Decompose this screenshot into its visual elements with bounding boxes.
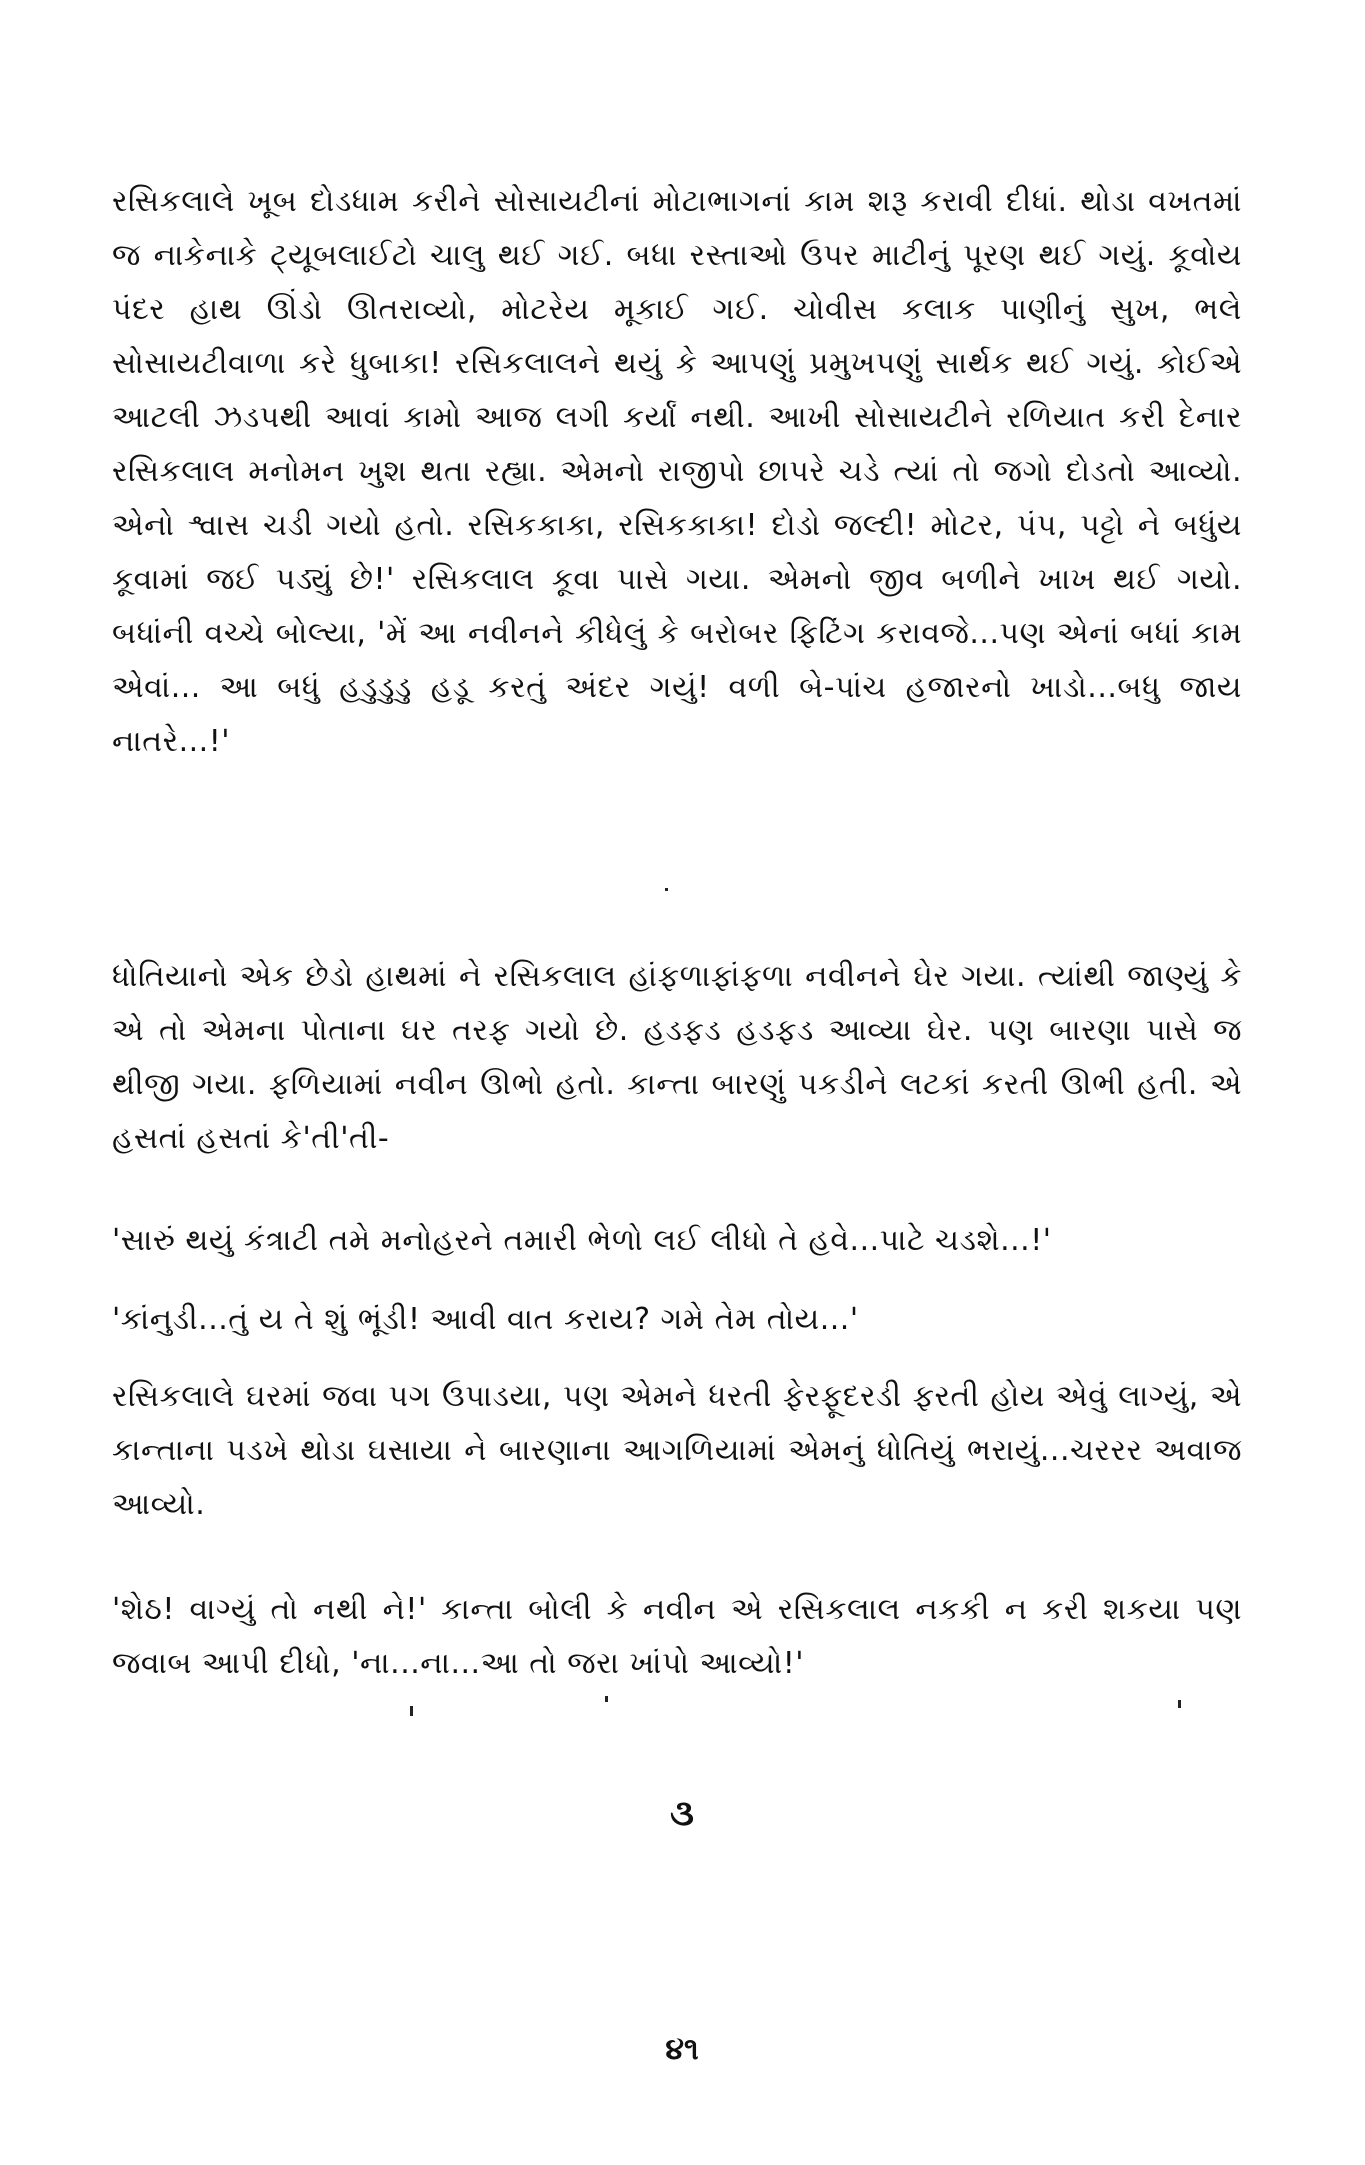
paragraph-text: રસિકલાલે ખૂબ દોડધામ કરીને સોસાયટીનાં મોટાભાગનાં કામ શરૂ કરાવી દીધાં. થોડા વખતમાં જ નાકેનાકે ટ્યૂબલાઈટો ચાલુ થઈ ગઈ. બધા રસ્તાઓ ઉપર માટીનું પૂરણ થઈ ગયું. કૂવોય પંદર હાથ ઊંડો ઊતરાવ્યો, મોટરેય મૂકાઈ ગઈ. ચોવીસ કલાક પાણીનું સુખ, ભલે સોસાયટીવાળા કરે ધુબાકા! રસિકલાલને થયું કે આપણું પ્રમુખપણું સાર્થક થઈ ગયું. કોઈએ આટલી ઝડપથી આવાં કામો આજ લગી કર્યાં નથી. આખી સોસાયટીને રળિયાત કરી દેનાર રસિકલાલ મનોમન ખુશ થતા રહ્યા. એમનો રાજીપો છાપરે ચડે ત્યાં તો જગો દોડતો આવ્યો. એનો શ્વાસ ચડી ગયો હતો. રસિકકાકા, રસિકકાકા! દોડો જલ્દી! મોટર, પંપ, પટ્ટો ને બધુંય કૂવામાં જઈ પડ્યું છે!' રસિકલાલ કૂવા પાસે ગયા. એમનો જીવ બળીને ખાખ થઈ ગયો. બધાંની વચ્ચે બોલ્યા, 'મેં આ નવીનને કીધેલું કે બરોબર ફિટિંગ કરાવજે...પણ એનાં બધાં કામ એવાં... આ બધું હડુડુડુ હડૂ કરતું અંદર ગયું! વળી બે-પાંચ હજારનો ખાડો...બધુ જાય નાતરે...!' xyxy=(112,184,1242,759)
paragraph-text: 'શેઠ! વાગ્યું તો નથી ને!' કાન્તા બોલી કે નવીન એ રસિકલાલ નકકી ન કરી શકયા પણ જવાબ આપી દીધો, 'ના...ના...આ તો જરા ખાંપો આવ્યો!' xyxy=(112,1592,1242,1681)
print-speck xyxy=(1178,1700,1181,1708)
paragraph-1 xyxy=(112,175,1242,769)
paragraph-5 xyxy=(112,1370,1242,1532)
paragraph-text: 'કાંનુડી...તું ય તે શું ભૂંડી! આવી વાત કરાય? ગમે તેમ તોય...' xyxy=(112,1302,859,1337)
dialogue-line-1 xyxy=(112,1214,1242,1268)
paragraph-2 xyxy=(112,950,1242,1166)
paragraph-6 xyxy=(112,1583,1242,1691)
paragraph-text: ધોતિયાનો એક છેડો હાથમાં ને રસિકલાલ હાંફળાફાંફળા નવીનને ઘેર ગયા. ત્યાંથી જાણ્યું કે એ તો એમના પોતાના ઘર તરફ ગયો છે. હડફડ હડફડ આવ્યા ઘેર. પણ બારણા પાસે જ થીજી ગયા. ફળિયામાં નવીન ઊભો હતો. કાન્તા બારણું પકડીને લટકાં કરતી ઊભી હતી. એ હસતાં હસતાં કે'તી'તી- xyxy=(112,959,1242,1156)
page-number: ૪૧ xyxy=(665,2032,699,2067)
print-speck xyxy=(665,888,668,891)
paragraph-text: 'સારું થયું કંત્રાટી તમે મનોહરને તમારી ભેળો લઈ લીધો તે હવે...પાટે ચડશે...!' xyxy=(112,1223,1052,1258)
section-ornament: ૩ xyxy=(670,1793,694,1834)
paragraph-text: રસિકલાલે ઘરમાં જવા પગ ઉપાડયા, પણ એમને ધરતી ફેરફૂદરડી ફરતી હોય એવું લાગ્યું, એ કાન્તાના પડખે થોડા ઘસાયા ને બારણાના આગળિયામાં એમનું ધોતિયું ભરાયું...ચરરર અવાજ આવ્યો. xyxy=(112,1379,1242,1522)
print-speck xyxy=(605,1696,608,1702)
print-speck xyxy=(410,1706,413,1716)
dialogue-line-2 xyxy=(112,1293,1242,1347)
